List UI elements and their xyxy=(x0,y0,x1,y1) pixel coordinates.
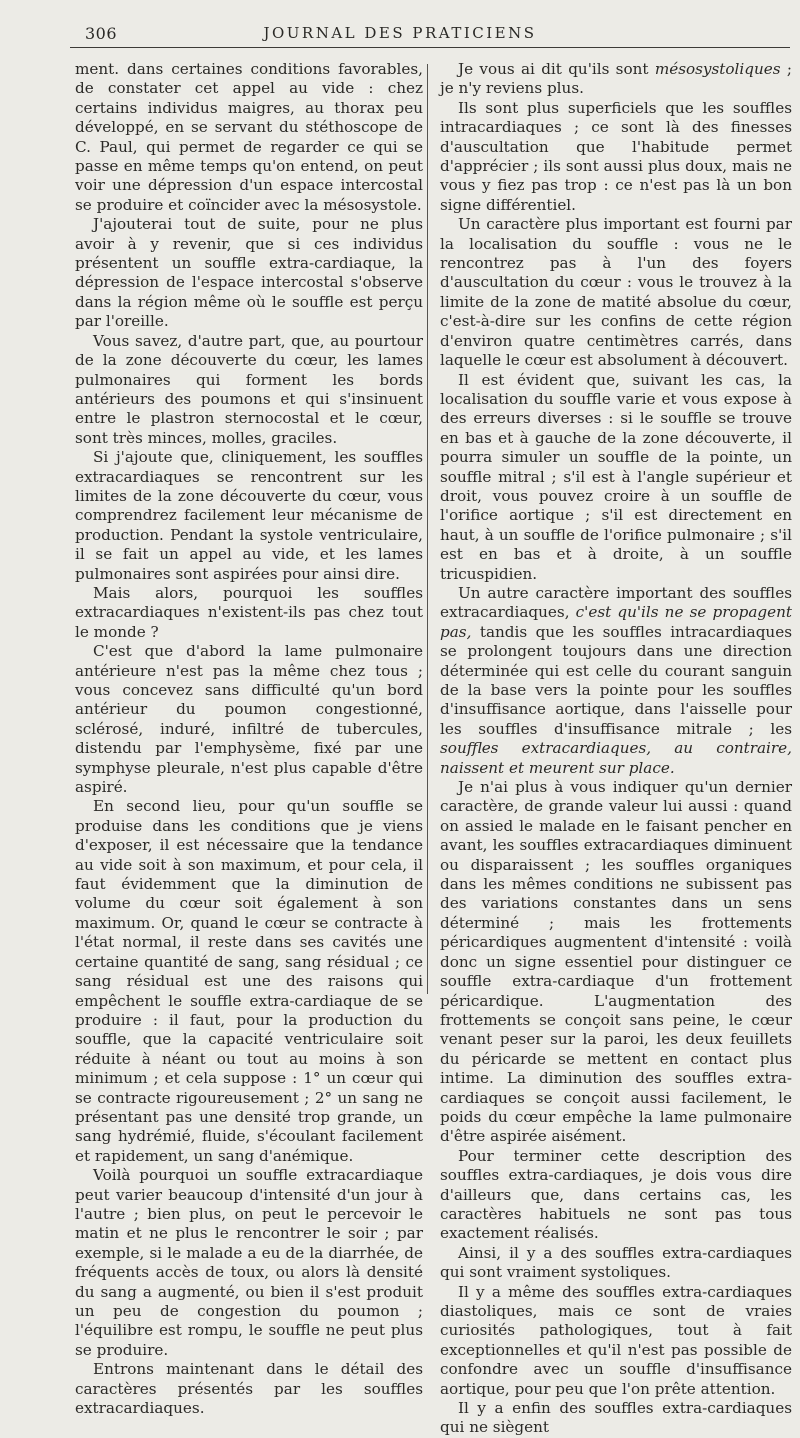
paragraph: Mais alors, pourquoi les souffles extracardiaques n'existent-ils pas chez tout le monde ? xyxy=(75,583,423,641)
paragraph xyxy=(440,584,792,778)
italic-run: souffles extracardiaques, au contraire, naissent et meurent sur place. xyxy=(440,739,792,777)
italic-run: mésosystoliques xyxy=(654,60,781,78)
left-column xyxy=(75,60,423,1418)
italic-run: c'est qu'ils ne se propagent pas, xyxy=(440,603,792,641)
running-head: JOURNAL DES PRATICIENS xyxy=(263,24,537,42)
text-run: Ainsi, il y a des souffles extra-cardiaques qui sont vraiment systoliques. xyxy=(440,1243,792,1282)
paragraph: En second lieu, pour qu'un souffle se produise dans les conditions que je viens d'exposer, il est nécessaire que la tendance au vide soit à son maximum, et pour cela, il faut évidemment que la diminution de volume du cœur soit également à son maximum. Or, quand le cœur se contracte à l'état normal, il reste dans ses cavités une certaine quantité de sang, sang résidual ; ce sang résidual est une des raisons qui empêchent le souffle extra-cardiaque de se produire : il faut, pour la production du souffle, que la capacité ventriculaire soit réduite à néant ou tout au moins à son minimum ; et cela suppose : 1° un cœur qui se contracte rigoureusement ; 2° un sang ne présentant pas une densité trop grande, un sang hydrémié, fluide, s'écoulant facilement et rapidement, un sang d'anémique. xyxy=(75,797,423,1165)
paragraph: Si j'ajoute que, cliniquement, les souffles extracardiaques se rencontrent sur les limites de la zone découverte du cœur, vous comprendrez facilement leur mécanisme de production. Pendant la systole ventriculaire, il se fait un appel au vide, et les lames pulmonaires sont aspirées pour ainsi dire. xyxy=(75,448,423,583)
text-run: Pour terminer cette description des souffles extra-cardiaques, je dois vous dire d'ailleurs que, dans certains cas, les caractères habituels ne sont pas tous exactement réalisés. xyxy=(440,1146,792,1243)
paragraph: ment. dans certaines conditions favorables, de constater cet appel au vide : chez certains individus maigres, au thorax peu développé, en se servant du stéthoscope de C. Paul, qui permet de regarder ce qui se passe en même temps qu'on entend, on peut voir une dépression d'un espace intercostal se produire et coïncider avec la mésosystole. xyxy=(75,60,423,214)
right-column xyxy=(440,60,792,1438)
paragraph xyxy=(440,1244,792,1283)
text-run: ; je n'y reviens plus. xyxy=(440,60,792,98)
column-divider xyxy=(427,64,428,994)
paragraph xyxy=(440,1399,792,1438)
paragraph xyxy=(440,60,792,99)
text-run: Il est évident que, suivant les cas, la localisation du souffle varie et vous expose à des erreurs diverses : si le souffle se trouve en bas et à gauche de la zone découverte, il pourra simuler un souffle de la pointe, un souffle mitral ; s'il est à l'angle supérieur et droit, vous pouvez croire à un souffle de l'orifice aortique ; s'il est directement en haut, à un souffle de l'orifice pulmonaire ; s'il est en bas et à droite, à un souffle tricuspidien. xyxy=(440,370,792,583)
text-run: Un autre caractère important des souffles extracardiaques, xyxy=(440,583,792,622)
paragraph: Vous savez, d'autre part, que, au pourtour de la zone découverte du cœur, les lames pulmonaires qui forment les bords antérieurs des poumons et qui s'insinuent entre le plastron sternocostal et le cœur, sont très minces, molles, graciles. xyxy=(75,331,423,447)
paragraph xyxy=(440,99,792,215)
text-run: Il y a même des souffles extra-cardiaques diastoliques, mais ce sont de vraies curiosités pathologiques, tout à fait exceptionnelles et qu'il n'est pas possible de confondre avec un souffle d'insuffisance aortique, pour peu que l'on prête attention. xyxy=(440,1282,792,1398)
paragraph xyxy=(440,215,792,370)
text-run: Un caractère plus important est fourni par la localisation du souffle : vous ne le rencontrez pas à l'un des foyers d'auscultation du cœur : vous le trouvez à la limite de la zone de matité absolue du cœur, c'est-à-dire sur les confins de cette région d'environ quatre centimètres carrés, dans laquelle le cœur est absolument à découvert. xyxy=(440,215,792,370)
paragraph: Voilà pourquoi un souffle extracardiaque peut varier beaucoup d'intensité d'un jour à l'autre ; bien plus, on peut le percevoir le matin et ne plus le rencontrer le soir ; par exemple, si le malade a eu de la diarrhée, de fréquents accès de toux, ou alors là densité du sang a augmenté, ou bien il s'est produit un peu de congestion du poumon ; l'équilibre est rompu, le souffle ne peut plus se produire. xyxy=(75,1166,423,1359)
text-run: Il y a enfin des souffles extra-cardiaques qui ne siègent xyxy=(440,1399,792,1437)
paragraph: C'est que d'abord la lame pulmonaire antérieure n'est pas la même chez tous ; vous concevez sans difficulté qu'un bord antérieur du poumon congestionné, sclérosé, induré, infiltré de tubercules, distendu par l'emphysème, fixé par une symphyse pleurale, n'est plus capable d'être aspiré. xyxy=(75,642,423,797)
page-number: 306 xyxy=(85,24,118,43)
text-run: Ils sont plus superficiels que les souffles intracardiaques ; ce sont là des finesses d'auscultation que l'habitude permet d'apprécier ; ils sont aussi plus doux, mais ne vous y fiez pas trop : ce n'est pas là un bon signe différentiel. xyxy=(440,98,792,214)
paragraph: Entrons maintenant dans le détail des caractères présentés par les souffles extracardiaques. xyxy=(75,1360,423,1418)
paragraph xyxy=(440,1283,792,1399)
header-rule xyxy=(70,47,790,48)
paragraph xyxy=(440,371,792,584)
text-run: Je n'ai plus à vous indiquer qu'un dernier caractère, de grande valeur lui aussi : quand on assied le malade en le faisant pencher en avant, les souffles extracardiaques diminuent ou disparaissent ; les souffles organiques dans les mêmes conditions ne subissent pas des variations constantes dans un sens déterminé ; mais les frottements péricardiques augmentent d'intensité : voilà donc un signe essentiel pour distinguer ce souffle extra-cardiaque d'un frottement péricardique. L'augmentation des frottements se conçoit sans peine, le cœur venant peser sur la paroi, les deux feuillets du péricarde se mettent en contact plus intime. La diminution des souffles extra-cardiaques se conçoit aussi facilement, le poids du cœur empêche la lame pulmonaire d'être aspirée aisément. xyxy=(440,778,792,1146)
text-run: tandis que les souffles intracardiaques se prolongent toujours dans une direction déterminée qui est celle du courant sanguin de la base vers la pointe pour les souffles d'insuffisance aortique, dans l'aisselle pour les souffles d'insuffisance mitrale ; les xyxy=(440,622,792,738)
text-run: Je vous ai dit qu'ils sont xyxy=(458,60,655,78)
paragraph xyxy=(440,778,792,1147)
paragraph xyxy=(440,1147,792,1244)
paragraph: J'ajouterai tout de suite, pour ne plus avoir à y revenir, que si ces individus présentent un souffle extra-cardiaque, la dépression de l'espace intercostal s'observe dans la région même où le souffle est perçu par l'oreille. xyxy=(75,215,423,331)
